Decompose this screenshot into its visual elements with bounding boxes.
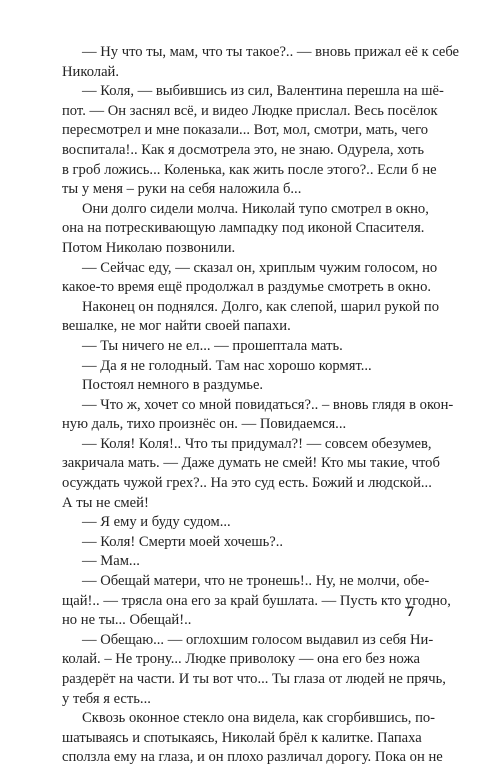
text-line: — Обещай матери, что не тронешь!.. Ну, не молчи, обе- [82, 573, 430, 590]
text-line: сползла ему на глаза, и он плохо различал дорогу. Пока он не [62, 749, 443, 766]
text-line: — Я ему и буду судом... [82, 514, 231, 531]
text-line: — Сейчас еду, — сказал он, хриплым чужим голосом, но [82, 259, 438, 276]
text-line: Постоял немного в раздумье. [82, 377, 264, 394]
text-line: шатываясь и спотыкаясь, Николай брёл к калитке. Папаха [62, 729, 422, 746]
text-line: но не ты... Обещай!.. [62, 612, 192, 629]
page-number: 7 [406, 604, 414, 620]
text-line: осуждать чужой грех?.. На это суд есть. Божий и людской... [62, 475, 432, 492]
text-line: — Коля, — выбившись из сил, Валентина перешла на шё- [82, 83, 444, 100]
text-line: какое-то время ещё продолжал в раздумье смотреть в окно. [62, 279, 432, 296]
text-line: ную даль, тихо произнёс он. — Повидаемся... [62, 416, 347, 433]
text-line: — Коля! Смерти моей хочешь?.. [82, 533, 284, 550]
text-line: она на потрескивающую лампадку под иконой Спасителя. [62, 220, 425, 237]
text-line: пересмотрел и мне показали... Вот, мол, смотри, мать, чего [62, 122, 429, 139]
text-line: — Мам... [82, 553, 140, 570]
page-text [62, 43, 460, 768]
text-line: ты у меня – руки на себя наложила б... [62, 181, 302, 198]
text-line: Потом Николаю позвонили. [62, 239, 236, 256]
text-line: — Что ж, хочет со мной повидаться?.. – вновь глядя в окон- [82, 396, 454, 413]
text-line: — Ну что ты, мам, что ты такое?.. — вновь прижал её к себе [82, 44, 460, 60]
text-line: — Ты ничего не ел... — прошептала мать. [82, 337, 343, 354]
text-line: щай!.. — трясла она его за край бушлата. — Пусть кто угодно, [62, 592, 451, 609]
text-line: раздерёт на части. И ты вот что... Ты глаза от людей не прячь, [62, 671, 446, 687]
text-line: в гроб ложись... Коленька, как жить после этого?.. Если б не [62, 161, 437, 178]
text-line: пот. — Он заснял всё, и видео Людке прислал. Весь посёлок [62, 102, 438, 119]
text-line: Николай. [62, 63, 120, 80]
text-line: Наконец он поднялся. Долго, как слепой, шарил рукой по [82, 298, 440, 315]
text-line: Они долго сидели молча. Николай тупо смотрел в окно, [82, 200, 429, 217]
text-line: — Да я не голодный. Там нас хорошо кормят... [82, 357, 372, 374]
text-line: А ты не смей! [62, 494, 149, 511]
text-line: закричала мать. — Даже думать не смей! Кто мы такие, чтоб [62, 455, 440, 472]
text-line: воспитала!.. Как я досмотрела это, не знаю. Одурела, хоть [62, 141, 425, 158]
text-line: — Обещаю... — оглохшим голосом выдавил из себя Ни- [82, 631, 434, 648]
text-line: вешалке, не мог найти своей папахи. [62, 318, 291, 335]
text-line: у тебя я есть... [62, 690, 151, 707]
text-line: Сквозь оконное стекло она видела, как сгорбившись, по- [82, 710, 436, 727]
text-line: колай. – Не трону... Людке приволоку — она его без ножа [62, 651, 421, 668]
text-line: — Коля! Коля!.. Что ты придумал?! — совсем обезумев, [82, 435, 432, 452]
